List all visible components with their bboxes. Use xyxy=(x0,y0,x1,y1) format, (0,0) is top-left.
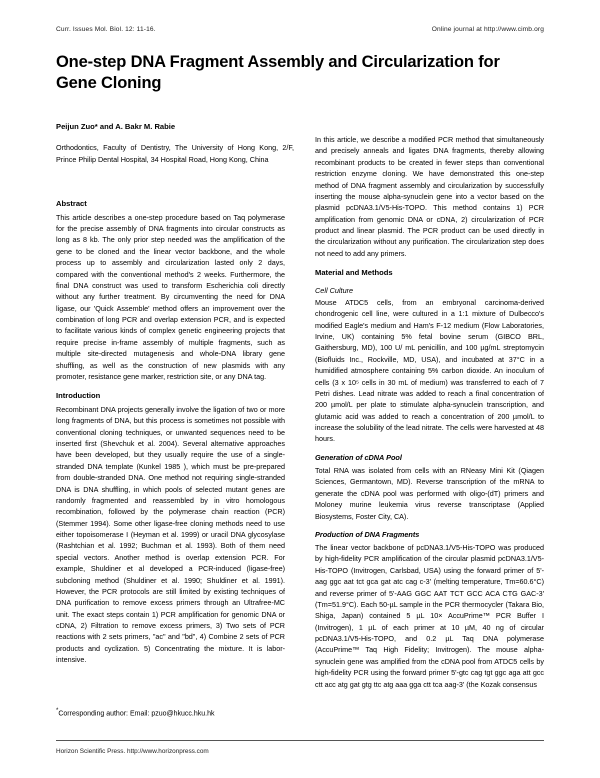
paragraph-introduction: Recombinant DNA projects generally involve the ligation of two or more long fragments of DNA, but this process is sometimes not possible with conventional cloning techniques, or unwanted sequences need to be inserted first (Shevchuk et al. 2004). Several alternative approaches have been developed, but they usually require the use of a single-stranded DNA template (Kunkel 1985 ), which must be pre-prepared from double-stranded DNA. One method not requiring single-stranded DNA is DNA shuffling, in which pools of selected mutant genes are randomly fragmented and reassembled by in vitro homologous recombination, followed by the polymerase chain reaction (PCR) (Stemmer 1994). Some other ligase-free cloning methods need to use either topoisomerase I (Heyman et al. 1999) or uracil DNA glycosylase (Rashtchian et al. 1992; Buchman et al. 1993). Both of them need special vectors. Another method is overlap extension PCR. For example, Shuldiner et al developed a PCR-induced (ligase-free) subcloning method (Shuldiner et al. 1990; Shuldiner et al. 1991). However, the PCR protocols are still limited by existing techniques of DNA purification to remove excess primers through an Ultrafree-MC unit. The exact steps contain 1) PCR amplification for genomic DNA or cDNA, 2) Filtration to remove excess primers, 3) Two sets of PCR reactions with 2 sets primers, "ac" and "bd", 4) Combine 2 sets of PCR products and cyclization. 5) Concentrating the mixture. It is labor-intensive. xyxy=(56,404,285,665)
affiliation: Orthodontics, Faculty of Dentistry, The University of Hong Kong, 2/F, Prince Philip Dental Hospital, 34 Hospital Road, Hong Kong, China xyxy=(56,143,294,164)
corresponding-author-text: Corresponding author: Email: pzuo@hkucc.hku.hk xyxy=(58,710,215,718)
paragraph-article-intro: In this article, we describe a modified PCR method that simultaneously and precisely anneals and ligates DNA fragments, thereby allowing recombinant products to be created in fewer steps than conventional restriction enzyme cloning. We have demonstrated this one-step method of DNA fragment assembly and circularization by successfully inserting the mouse alpha-synuclein gene into a vector based on the plasmid pcDNA3.1/V5-His-TOPO. This method contains 1) PCR amplification from genomic DNA or cDNA, 2) circularization of PCR product and linear plasmid. The PCR product can be used directly in the circularization without any purification. The circularization step does not need to add any primers. xyxy=(315,135,544,258)
heading-materials-methods: Material and Methods xyxy=(315,268,393,278)
column-right xyxy=(315,134,544,690)
running-head-right: Online journal at http://www.cimb.org xyxy=(431,26,544,33)
running-head xyxy=(56,26,544,33)
page-title: One-step DNA Fragment Assembly and Circularization for Gene Cloning xyxy=(56,53,500,93)
heading-abstract: Abstract xyxy=(56,199,87,208)
footer-publisher: Horizon Scientific Press. http://www.horizonpress.com xyxy=(56,748,209,755)
heading-dna-fragments: Production of DNA Fragments xyxy=(315,529,420,539)
column-left xyxy=(56,190,285,666)
footer-divider xyxy=(56,740,544,741)
footnote-marker: * xyxy=(56,708,59,714)
paragraph-abstract: This article describes a one-step procedure based on Taq polymerase for the precise assembly of DNA fragments into circular constructs as long as 8 kb. The only prior step needed was the amplification of the gene to be cloned and the linear vector backbone, and the whole process up to assembly and circularization lasted only 2 days, compared with the conventional method's 2 weeks. Furthermore, the final DNA construct was used to transform Escherichia coli directly without any further treatment. By circumventing the need for DNA ligase, our 'Quick Assemble' method offers an improvement over the combination of long PCR and overlap extension PCR, and is expected to facilitate various kinds of complex genetic engineering projects that require precise in-frame assembly of multiple fragments, such as multiple site-directed mutagenesis and whole-DNA library gene shuffling, as well as the construction of new plasmids with any promoter, resistance gene marker, restriction site, or any DNA tag. xyxy=(56,212,285,381)
paragraph-dna-fragments: The linear vector backbone of pcDNA3.1/V5-His-TOPO was produced by high-fidelity PCR amplification of the circular plasmid pcDNA3.1/V5-His-TOPO (Invitrogen, Carlsbad, USA) using the forward primer of 5'-aag ggc aat tct gca gat atc cag c-3' (melting temperature, Tm=60.6°C) and reverse primer of 5'-AAG GGC AAT TCT GCC ACA CTG GAC-3' (Tm=51.9°C). Each 50-µL sample in the PCR thermocycler (Takara Bio, Shiga, Japan) contained 5 µL 10× AccuPrime™ PCR Buffer I (Invitrogen), 1 µL of each primer at 10 µM, 40 ng of circular pcDNA3.1/V5-His-TOPO, and 0.2 µL Taq DNA polymerase (AccuPrime™ Taq High Fidelity; Invitrogen). The mouse alpha-synuclein gene was amplified from the cDNA pool from ATDC5 cells by high-fidelity PCR using the forward primer 5'-gtc cag tgt ggc aga att gcc ctt acc atg gat gtg ttc atg aaa gga ctt tca aag-3' (the Kozak consensus xyxy=(315,543,544,689)
heading-introduction: Introduction xyxy=(56,391,101,401)
running-head-left: Curr. Issues Mol. Biol. 12: 11-16. xyxy=(56,26,156,33)
paragraph-cell-culture: Mouse ATDC5 cells, from an embryonal carcinoma-derived chondrogenic cell line, were cultured in a 1:1 mixture of Dulbecco's modified Eagle's medium and Ham's F-12 medium (Flow Laboratories, Irvine, UK) containing 5% fetal bovine serum (GIBCO BRL, Gaithersburg, MD), 100 U/ mL penicillin, and 100 µg/mL streptomycin (Biofluids Inc., Rockville, MD, USA), and incubated at 37°C in a humidified atmosphere containing 5% carbon dioxide. An inoculum of cells (3 x 10⁵ cells in 30 mL of medium) was transferred to each of 7 Petri dishes. Lead nitrate was added to reach a final concentration of 200 µmol/L per plate to stimulate alpha-synuclein transcription, and glutamic acid was added to reach a concentration of 200 µmol/L to increase the solubility of the lead nitrate. The cells were harvested at 48 hours. xyxy=(315,297,544,444)
paragraph-cdna-pool: Total RNA was isolated from cells with an RNeasy Mini Kit (Qiagen Sciences, Germantown, MD). Reverse transcription of the mRNA to generate the cDNA pool was performed with oligo-(dT) primers and Moloney murine leukemia virus reverse transcriptase (Applied Biosystems, Foster City, CA). xyxy=(315,466,544,521)
corresponding-author-note xyxy=(56,707,285,720)
heading-cdna-pool: Generation of cDNA Pool xyxy=(315,452,402,462)
author-list: Peijun Zuo* and A. Bakr M. Rabie xyxy=(56,122,176,131)
heading-cell-culture: Cell Culture xyxy=(315,285,354,295)
